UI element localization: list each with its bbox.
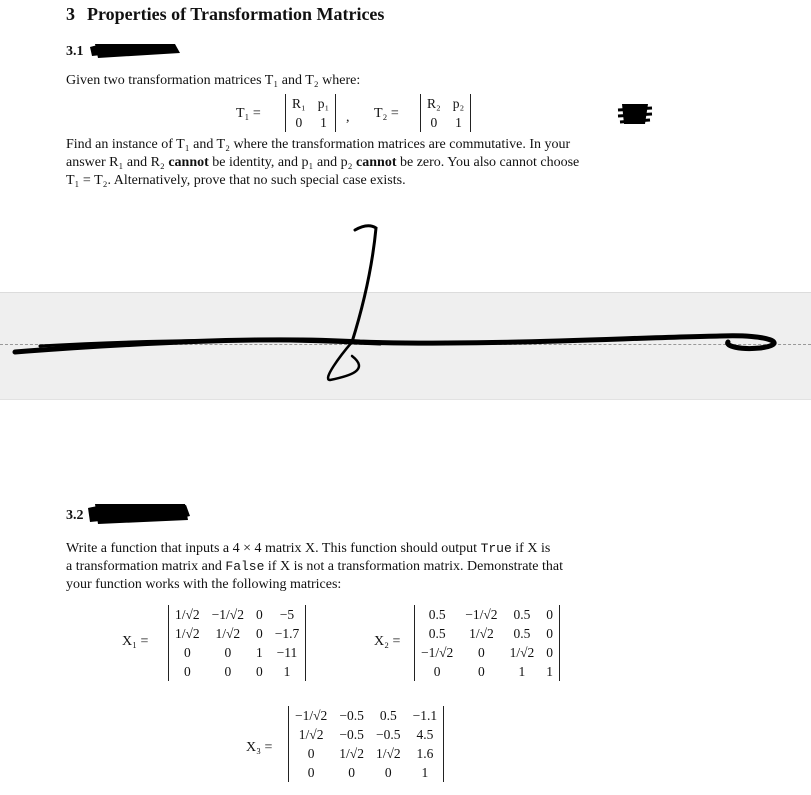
- question-3-2-number: 3.2: [66, 508, 84, 523]
- body-line: Find an instance of T₁ and T₂ where the transformation matrices are commutative. In your: [66, 137, 571, 152]
- matrix-cell: 0: [224, 645, 232, 660]
- section-title: Properties of Transformation Matrices: [87, 4, 385, 24]
- matrix-cell: 0: [224, 664, 232, 679]
- matrix-cell: 1: [320, 115, 327, 130]
- text-span: be zero. You also cannot choose: [396, 155, 580, 170]
- matrix-cell: 0: [183, 645, 191, 660]
- matrix-cell: R₂: [427, 96, 441, 111]
- matrix-cell: −0.5: [376, 727, 401, 742]
- matrix-cell: −1/√2: [295, 708, 328, 723]
- matrix-cell: 0: [183, 664, 191, 679]
- matrix-cell: 0: [546, 607, 553, 622]
- matrix-cell: −1/√2: [211, 607, 244, 622]
- emphasis: cannot: [356, 155, 397, 170]
- matrix-cell: −11: [276, 645, 298, 660]
- matrix-cell: 1/√2: [509, 645, 535, 660]
- matrix-cell: −5: [279, 607, 295, 622]
- matrix-cell: 1/√2: [298, 727, 324, 742]
- handwritten-stroke: [15, 336, 774, 352]
- matrix-cell: 0: [546, 626, 553, 641]
- matrix-X3-label: X₃ =: [246, 740, 273, 755]
- matrix-cell: 0: [255, 664, 263, 679]
- matrix-cell: 0: [348, 765, 355, 780]
- matrix-cell: 0: [255, 607, 263, 622]
- matrix-cell: 0: [307, 765, 315, 780]
- matrix-cell: 1: [283, 664, 291, 679]
- matrix-cell: 0: [430, 115, 438, 130]
- matrix-cell: 1/√2: [339, 746, 364, 761]
- text-span: if X is: [511, 541, 551, 556]
- redaction-scribble: [95, 44, 180, 58]
- matrix-T2-label: T₂ =: [374, 106, 399, 121]
- matrix-cell: 0.5: [379, 708, 397, 723]
- matrix-cell: 1: [421, 765, 429, 780]
- matrix-cell: 0.5: [513, 607, 531, 622]
- matrix-cell: 0.5: [513, 626, 531, 641]
- matrix-cell: −1.1: [412, 708, 438, 723]
- matrix-cell: −0.5: [339, 727, 364, 742]
- matrix-cell: 0: [307, 746, 315, 761]
- matrix-separator: ,: [346, 110, 350, 125]
- matrix-cell: 1/√2: [375, 746, 401, 761]
- text-span: a transformation matrix and: [66, 559, 226, 574]
- matrix-cell: 0.5: [428, 607, 446, 622]
- matrix-cell: p₂: [452, 96, 465, 111]
- question-3-1-intro: Given two transformation matrices T₁ and T₂ where:: [66, 73, 361, 88]
- matrix-cell: 0: [255, 626, 263, 641]
- matrix-cell: 1/√2: [175, 626, 200, 641]
- redaction-scribble: [95, 504, 188, 524]
- matrix-cell: 4.5: [416, 727, 434, 742]
- matrix-cell: 1/√2: [469, 626, 494, 641]
- question-3-1-number: 3.1: [66, 44, 84, 59]
- matrix-cell: 0: [478, 645, 485, 660]
- text-span: be identity, and p₁ and p₂: [208, 155, 357, 170]
- matrix-cell: 0: [384, 765, 392, 780]
- body-line: your function works with the following matrices:: [66, 577, 342, 592]
- matrix-cell: 0: [295, 115, 303, 130]
- text-span: if X is not a transformation matrix. Demonstrate that: [264, 559, 564, 574]
- matrix-cell: 1: [455, 115, 462, 130]
- matrix-cell: 1/√2: [215, 626, 241, 641]
- matrix-cell: 0: [478, 664, 485, 679]
- matrix-cell: −1.7: [274, 626, 300, 641]
- matrix-cell: 0: [433, 664, 441, 679]
- matrix-T1-label: T₁ =: [236, 106, 261, 121]
- matrix-cell: 0: [546, 645, 553, 660]
- section-number: 3: [66, 4, 75, 24]
- matrix-X1-label: X₁ =: [122, 634, 149, 649]
- text-span: Write a function that inputs a 4 × 4 matrix X. This function should output: [66, 541, 481, 556]
- matrix-cell: −0.5: [339, 708, 364, 723]
- matrix-cell: −1/√2: [421, 645, 454, 660]
- matrix-cell: R₁: [292, 96, 306, 111]
- matrix-X2-label: X₂ =: [374, 634, 401, 649]
- matrix-cell: 1: [546, 664, 553, 679]
- matrix-cell: 1: [518, 664, 526, 679]
- matrix-cell: 0.5: [428, 626, 446, 641]
- emphasis: cannot: [168, 155, 209, 170]
- text-span: answer R₁ and R₂: [66, 155, 169, 170]
- matrix-cell: 1/√2: [175, 607, 200, 622]
- body-line: T₁ = T₂. Alternatively, prove that no such special case exists.: [66, 173, 406, 188]
- handwritten-stroke: [352, 226, 376, 342]
- matrix-cell: −1/√2: [465, 607, 498, 622]
- matrix-cell: p₁: [317, 96, 330, 111]
- code-true: True: [480, 541, 512, 556]
- matrix-cell: 1: [255, 645, 263, 660]
- code-false: False: [225, 559, 265, 574]
- handwritten-stroke: [328, 342, 359, 380]
- matrix-cell: 1.6: [416, 746, 434, 761]
